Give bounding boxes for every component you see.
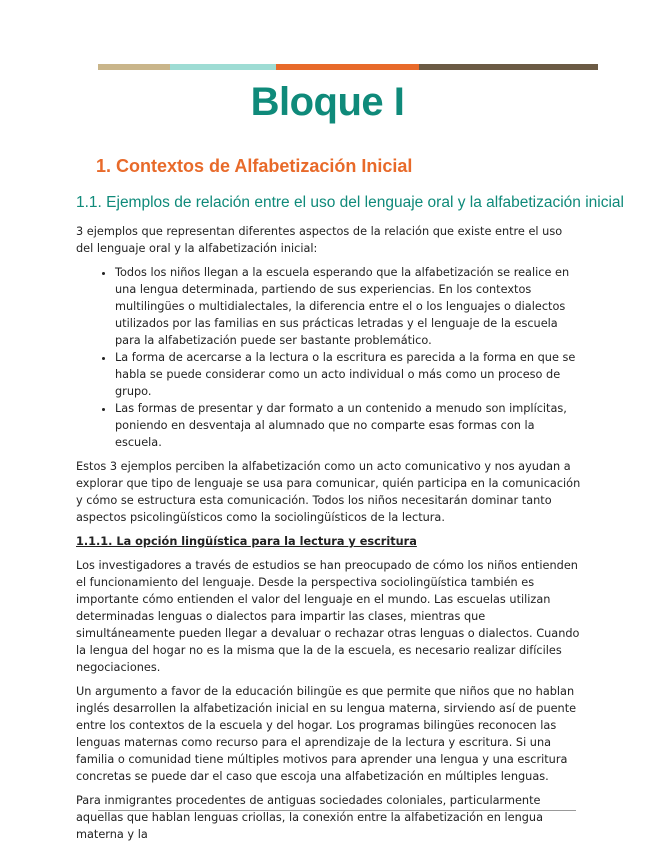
intro-paragraph: 3 ejemplos que representan diferentes aspectos de la relación que existe entre el uso del lenguaje oral y la alfabetización inicial: xyxy=(76,225,563,255)
color-bar-segment-4 xyxy=(419,64,598,70)
footer-divider xyxy=(98,810,576,811)
body-paragraph: Para inmigrantes procedentes de antiguas sociedades coloniales, particularmente aquellas que hablan lenguas criollas, la conexión entre la alfabetización en lengua materna y la xyxy=(76,794,543,841)
decorative-color-bar xyxy=(98,64,598,70)
subsection-heading: 1.1. Ejemplos de relación entre el uso del lenguaje oral y la alfabetización inicial xyxy=(76,194,624,211)
list-item: • Las formas de presentar y dar formato a un contenido a menudo son implícitas, poniendo en desventaja al alumnado que no comparte esas formas con la escuela. xyxy=(115,400,581,451)
color-bar-segment-1 xyxy=(98,64,170,70)
color-bar-segment-3 xyxy=(276,64,419,70)
body-paragraph: Un argumento a favor de la educación bilingüe es que permite que niños que no hablan inglés desarrollen la alfabetización inicial en su lengua materna, sirviendo así de puente entre los contextos de la escuela y del hogar. Los programas bilingües reconocen las lenguas maternas como recurso para el aprendizaje de la lectura y escritura. Si una familia o comunidad tiene múltiples motivos para aprender una lengua y una escritura concretas se puede dar el caso que escoja una alfabetización en múltiples lenguas. xyxy=(76,685,577,783)
list-item: • La forma de acercarse a la lectura o la escritura es parecida a la forma en que se habla se puede considerar como un acto individual o más como un proceso de grupo. xyxy=(115,349,581,400)
subsubsection-heading: 1.1.1. La opción lingüística para la lectura y escritura xyxy=(76,535,417,548)
page-title: Bloque I xyxy=(250,80,405,124)
body-paragraph: Los investigadores a través de estudios se han preocupado de cómo los niños entienden el funcionamiento del lenguaje. Desde la perspectiva sociolingüística también es importante cómo entienden el valor del lenguaje en el mundo. Las escuelas utilizan determinadas lenguas o dialectos para impartir las clases, mientras que simultáneamente pueden llegar a devaluar o rechazar otras lenguas o dialectos. Cuando la lengua del hogar no es la misma que la de la escuela, es necesario realizar difíciles negociaciones. xyxy=(76,559,580,674)
section-heading: 1. Contextos de Alfabetización Inicial xyxy=(96,156,413,176)
list-item: • Todos los niños llegan a la escuela esperando que la alfabetización se realice en una lengua determinada, partiendo de sus experiencias. En los contextos multilingües o multidialectales, la diferencia entre el o los lenguajes o dialectos utilizados por las familias en sus prácticas letradas y el lenguaje de la escuela para la alfabetización puede ser bastante problemático. xyxy=(115,264,581,349)
document-body xyxy=(76,223,581,850)
summary-paragraph: Estos 3 ejemplos perciben la alfabetización como un acto comunicativo y nos ayudan a explorar que tipo de lenguaje se usa para comunicar, quién participa en la comunicación y cómo se estructura esta comunicación. Todos los niños necesitarán dominar tanto aspectos psicolingüísticos como la sociolingüísticos de la lectura. xyxy=(76,460,581,524)
color-bar-segment-2 xyxy=(170,64,276,70)
example-list xyxy=(76,264,581,451)
